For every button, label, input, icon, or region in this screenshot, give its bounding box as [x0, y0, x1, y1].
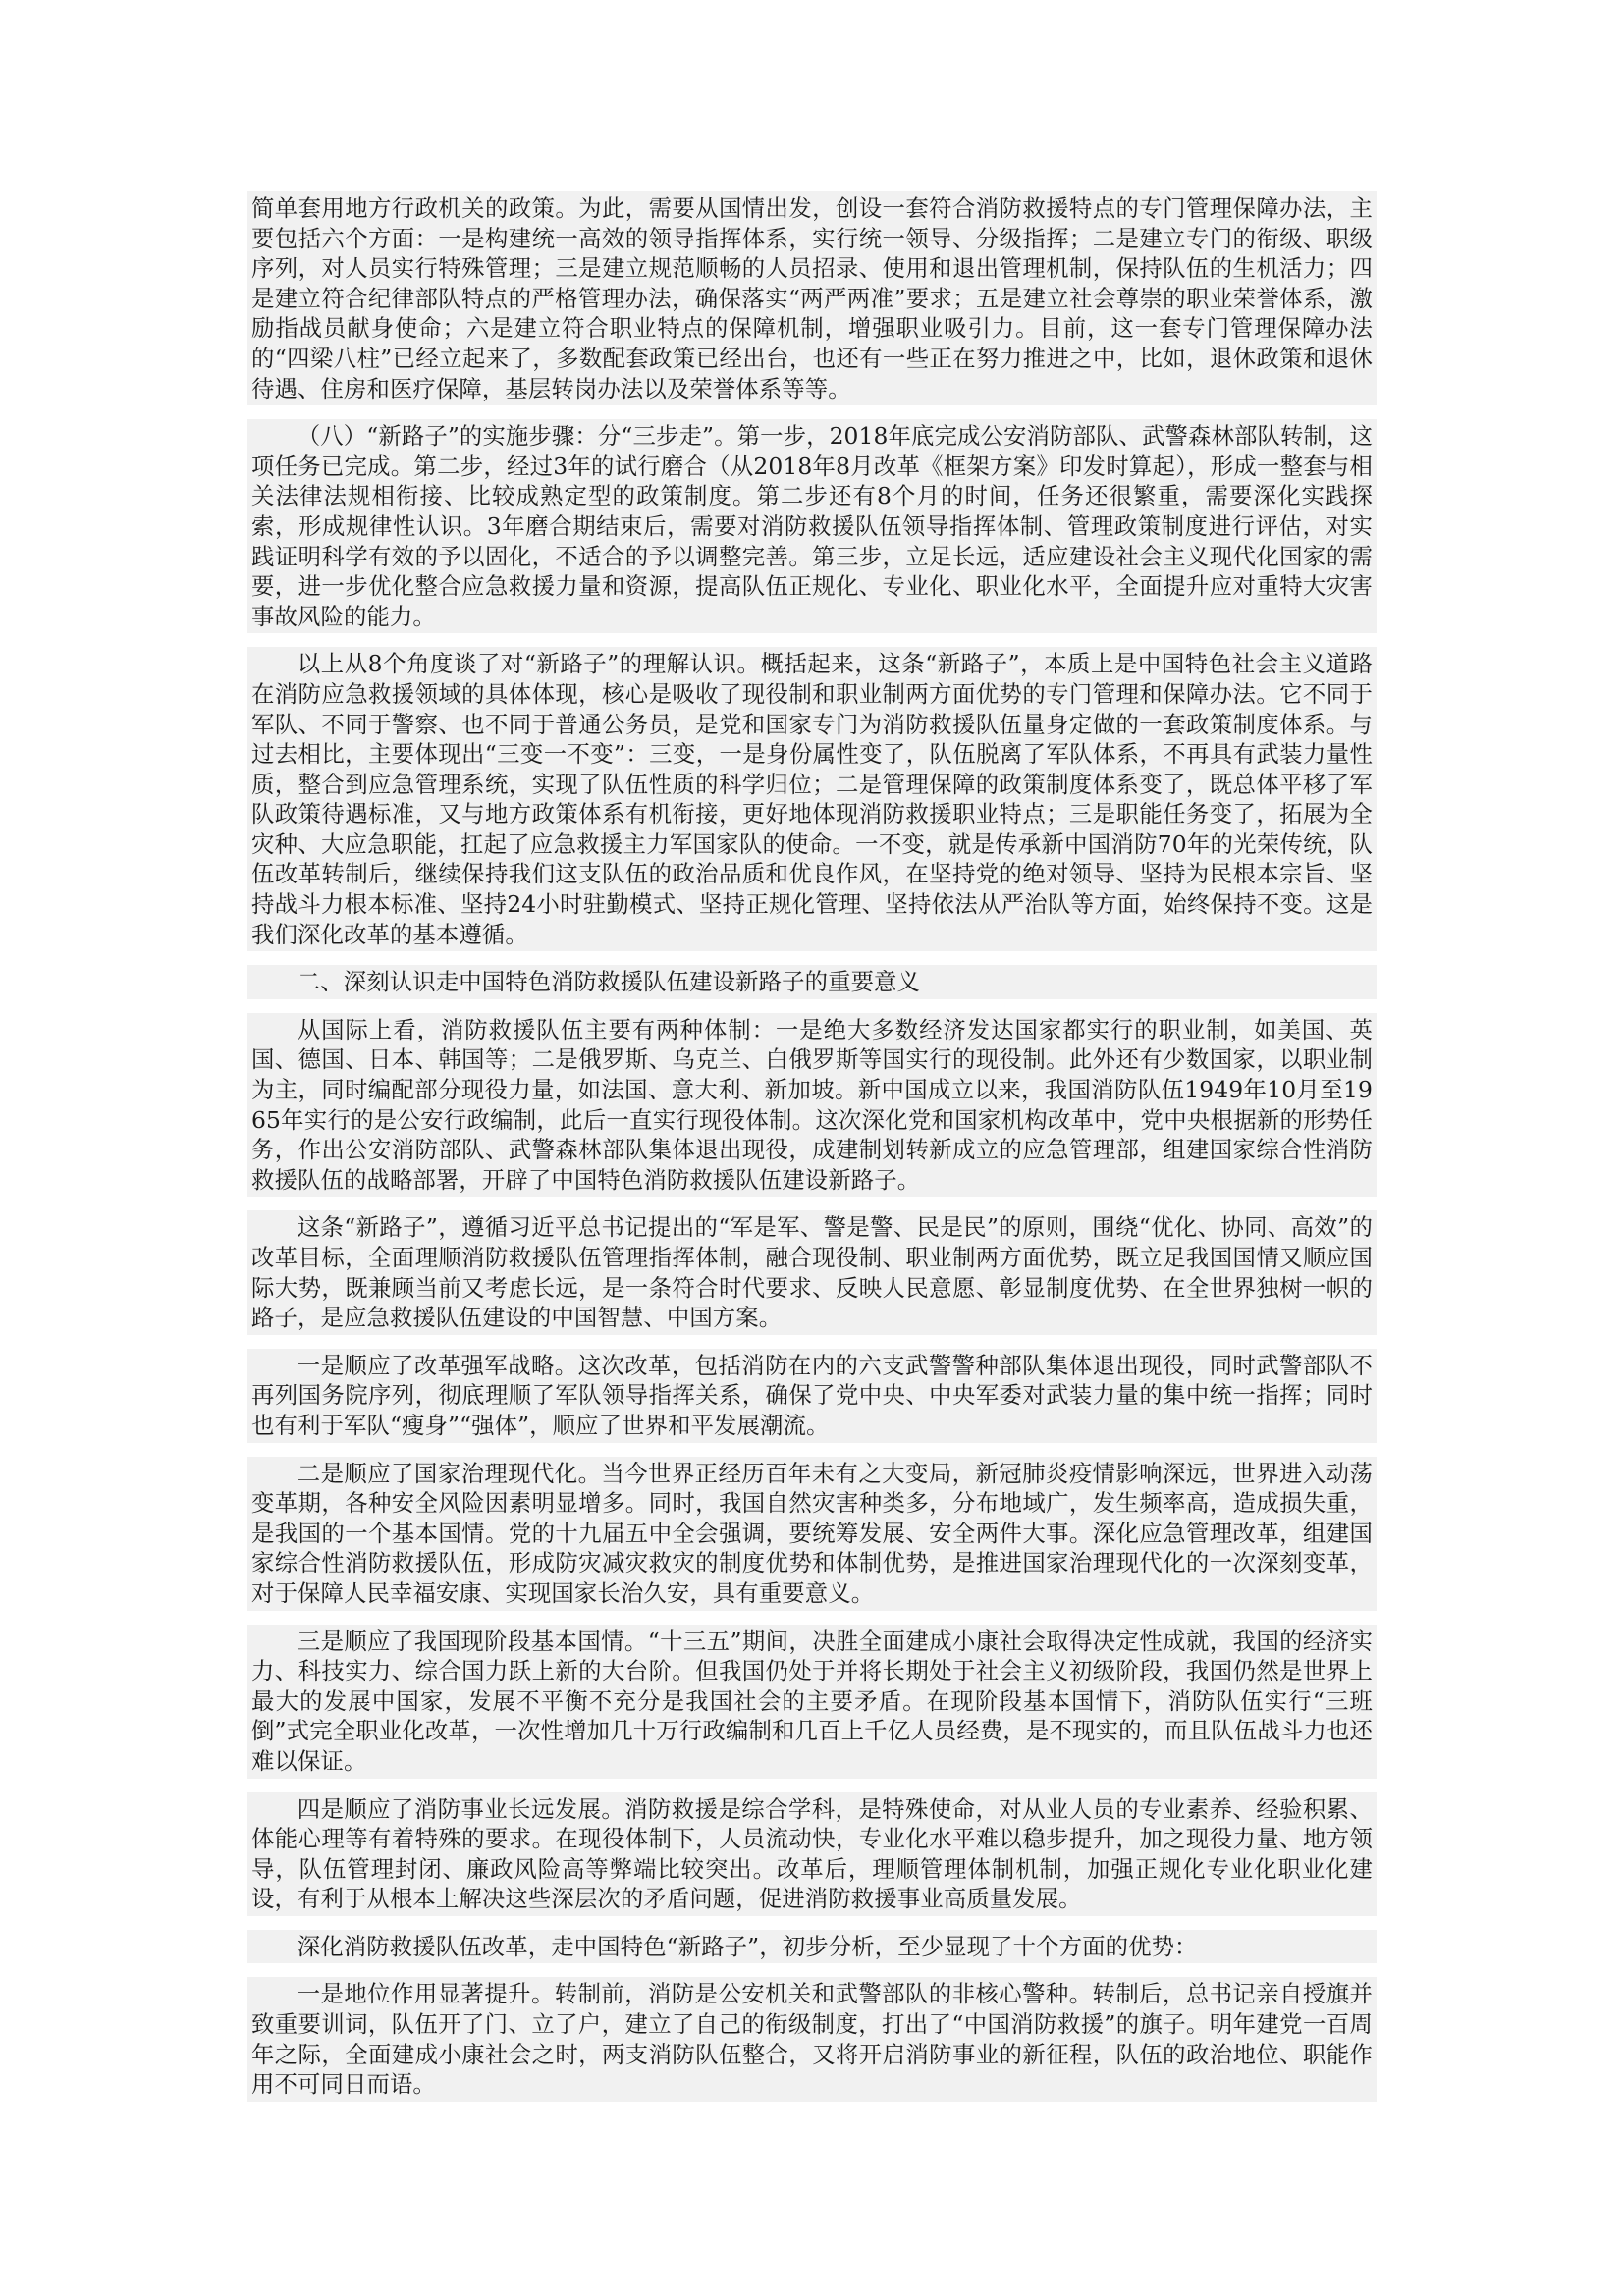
paragraph-summary: 以上从8个角度谈了对“新路子”的理解认识。概括起来，这条“新路子”，本质上是中国特色社会主义道路在消防应急救援领域的具体体现，核心是吸收了现役制和职业制两方面优势的专门管理和保障办法。它不同于军队、不同于警察、也不同于普通公务员，是党和国家专门为消防救援队伍量身定做的一套政策制度体系。与过去相比，主要体现出“三变一不变”：三变，一是身份属性变了，队伍脱离了军队体系，不再具有武装力量性质，整合到应急管理系统，实现了队伍性质的科学归位；二是管理保障的政策制度体系变了，既总体平移了军队政策待遇标准，又与地方政策体系有机衔接，更好地体现消防救援职业特点；三是职能任务变了，拓展为全灾种、大应急职能，扛起了应急救援主力军国家队的使命。一不变，就是传承新中国消防70年的光荣传统，队伍改革转制后，继续保持我们这支队伍的政治品质和优良作风，在坚持党的绝对领导、坚持为民根本宗旨、坚持战斗力根本标准、坚持24小时驻勤模式、坚持正规化管理、坚持依法从严治队等方面，始终保持不变。这是我们深化改革的基本遵循。: [247, 647, 1377, 951]
section-heading-2: 二、深刻认识走中国特色消防救援队伍建设新路子的重要意义: [247, 965, 1377, 999]
paragraph-new-road: 这条“新路子”，遵循习近平总书记提出的“军是军、警是警、民是民”的原则，围绕“优化、协同、高效”的改革目标，全面理顺消防救援队伍管理指挥体制，融合现役制、职业制两方面优势，既立足我国国情又顺应国际大势，既兼顾当前又考虑长远，是一条符合时代要求、反映人民意愿、彰显制度优势、在全世界独树一帜的路子，是应急救援队伍建设的中国智慧、中国方案。: [247, 1210, 1377, 1334]
paragraph-point-four: 四是顺应了消防事业长远发展。消防救援是综合学科，是特殊使命，对从业人员的专业素养、经验积累、体能心理等有着特殊的要求。在现役体制下，人员流动快，专业化水平难以稳步提升，加之现役力量、地方领导，队伍管理封闭、廉政风险高等弊端比较突出。改革后，理顺管理体制机制，加强正规化专业化职业化建设，有利于从根本上解决这些深层次的矛盾问题，促进消防救援事业高质量发展。: [247, 1792, 1377, 1916]
paragraph-ten-advantages: 深化消防救援队伍改革，走中国特色“新路子”，初步分析，至少显现了十个方面的优势：: [247, 1930, 1377, 1964]
paragraph-point-three: 三是顺应了我国现阶段基本国情。“十三五”期间，决胜全面建成小康社会取得决定性成就，我国的经济实力、科技实力、综合国力跃上新的大台阶。但我国仍处于并将长期处于社会主义初级阶段，我国仍然是世界上最大的发展中国家，发展不平衡不充分是我国社会的主要矛盾。在现阶段基本国情下，消防队伍实行“三班倒”式完全职业化改革，一次性增加几十万行政编制和几百上千亿人员经费，是不现实的，而且队伍战斗力也还难以保证。: [247, 1625, 1377, 1779]
paragraph-point-one: 一是顺应了改革强军战略。这次改革，包括消防在内的六支武警警种部队集体退出现役，同时武警部队不再列国务院序列，彻底理顺了军队领导指挥关系，确保了党中央、中央军委对武装力量的集中统一指挥；同时也有利于军队“瘦身”“强体”，顺应了世界和平发展潮流。: [247, 1349, 1377, 1443]
paragraph-point-two: 二是顺应了国家治理现代化。当今世界正经历百年未有之大变局，新冠肺炎疫情影响深远，世界进入动荡变革期，各种安全风险因素明显增多。同时，我国自然灾害种类多，分布地域广，发生频率高，造成损失重，是我国的一个基本国情。党的十九届五中全会强调，要统筹发展、安全两件大事。深化应急管理改革，组建国家综合性消防救援队伍，形成防灾减灾救灾的制度优势和体制优势，是推进国家治理现代化的一次深刻变革，对于保障人民幸福安康、实现国家长治久安，具有重要意义。: [247, 1457, 1377, 1611]
paragraph-implementation-steps: （八）“新路子”的实施步骤：分“三步走”。第一步，2018年底完成公安消防部队、武警森林部队转制，这项任务已完成。第二步，经过3年的试行磨合（从2018年8月改革《框架方案》印发时算起），形成一整套与相关法律法规相衔接、比较成熟定型的政策制度。第二步还有8个月的时间，任务还很繁重，需要深化实践探索，形成规律性认识。3年磨合期结束后，需要对消防救援队伍领导指挥体制、管理政策制度进行评估，对实践证明科学有效的予以固化，不适合的予以调整完善。第三步，立足长远，适应建设社会主义现代化国家的需要，进一步优化整合应急救援力量和资源，提高队伍正规化、专业化、职业化水平，全面提升应对重特大灾害事故风险的能力。: [247, 419, 1377, 633]
paragraph-intro: 简单套用地方行政机关的政策。为此，需要从国情出发，创设一套符合消防救援特点的专门管理保障办法，主要包括六个方面：一是构建统一高效的领导指挥体系，实行统一领导、分级指挥；二是建立专门的衔级、职级序列，对人员实行特殊管理；三是建立规范顺畅的人员招录、使用和退出管理机制，保持队伍的生机活力；四是建立符合纪律部队特点的严格管理办法，确保落实“两严两准”要求；五是建立社会尊崇的职业荣誉体系，激励指战员献身使命；六是建立符合职业特点的保障机制，增强职业吸引力。目前，这一套专门管理保障办法的“四梁八柱”已经立起来了，多数配套政策已经出台，也还有一些正在努力推进之中，比如，退休政策和退休待遇、住房和医疗保障，基层转岗办法以及荣誉体系等等。: [247, 191, 1377, 405]
paragraph-international: 从国际上看，消防救援队伍主要有两种体制：一是绝大多数经济发达国家都实行的职业制，如美国、英国、德国、日本、韩国等；二是俄罗斯、乌克兰、白俄罗斯等国实行的现役制。此外还有少数国家，以职业制为主，同时编配部分现役力量，如法国、意大利、新加坡。新中国成立以来，我国消防队伍1949年10月至1965年实行的是公安行政编制，此后一直实行现役体制。这次深化党和国家机构改革中，党中央根据新的形势任务，作出公安消防部队、武警森林部队集体退出现役，成建制划转新成立的应急管理部，组建国家综合性消防救援队伍的战略部署，开辟了中国特色消防救援队伍建设新路子。: [247, 1013, 1377, 1198]
paragraph-status: 一是地位作用显著提升。转制前，消防是公安机关和武警部队的非核心警种。转制后，总书记亲自授旗并致重要训词，队伍开了门、立了户，建立了自己的衔级制度，打出了“中国消防救援”的旗子。明年建党一百周年之际，全面建成小康社会之时，两支消防队伍整合，又将开启消防事业的新征程，队伍的政治地位、职能作用不可同日而语。: [247, 1977, 1377, 2101]
document-body: [247, 191, 1377, 2115]
